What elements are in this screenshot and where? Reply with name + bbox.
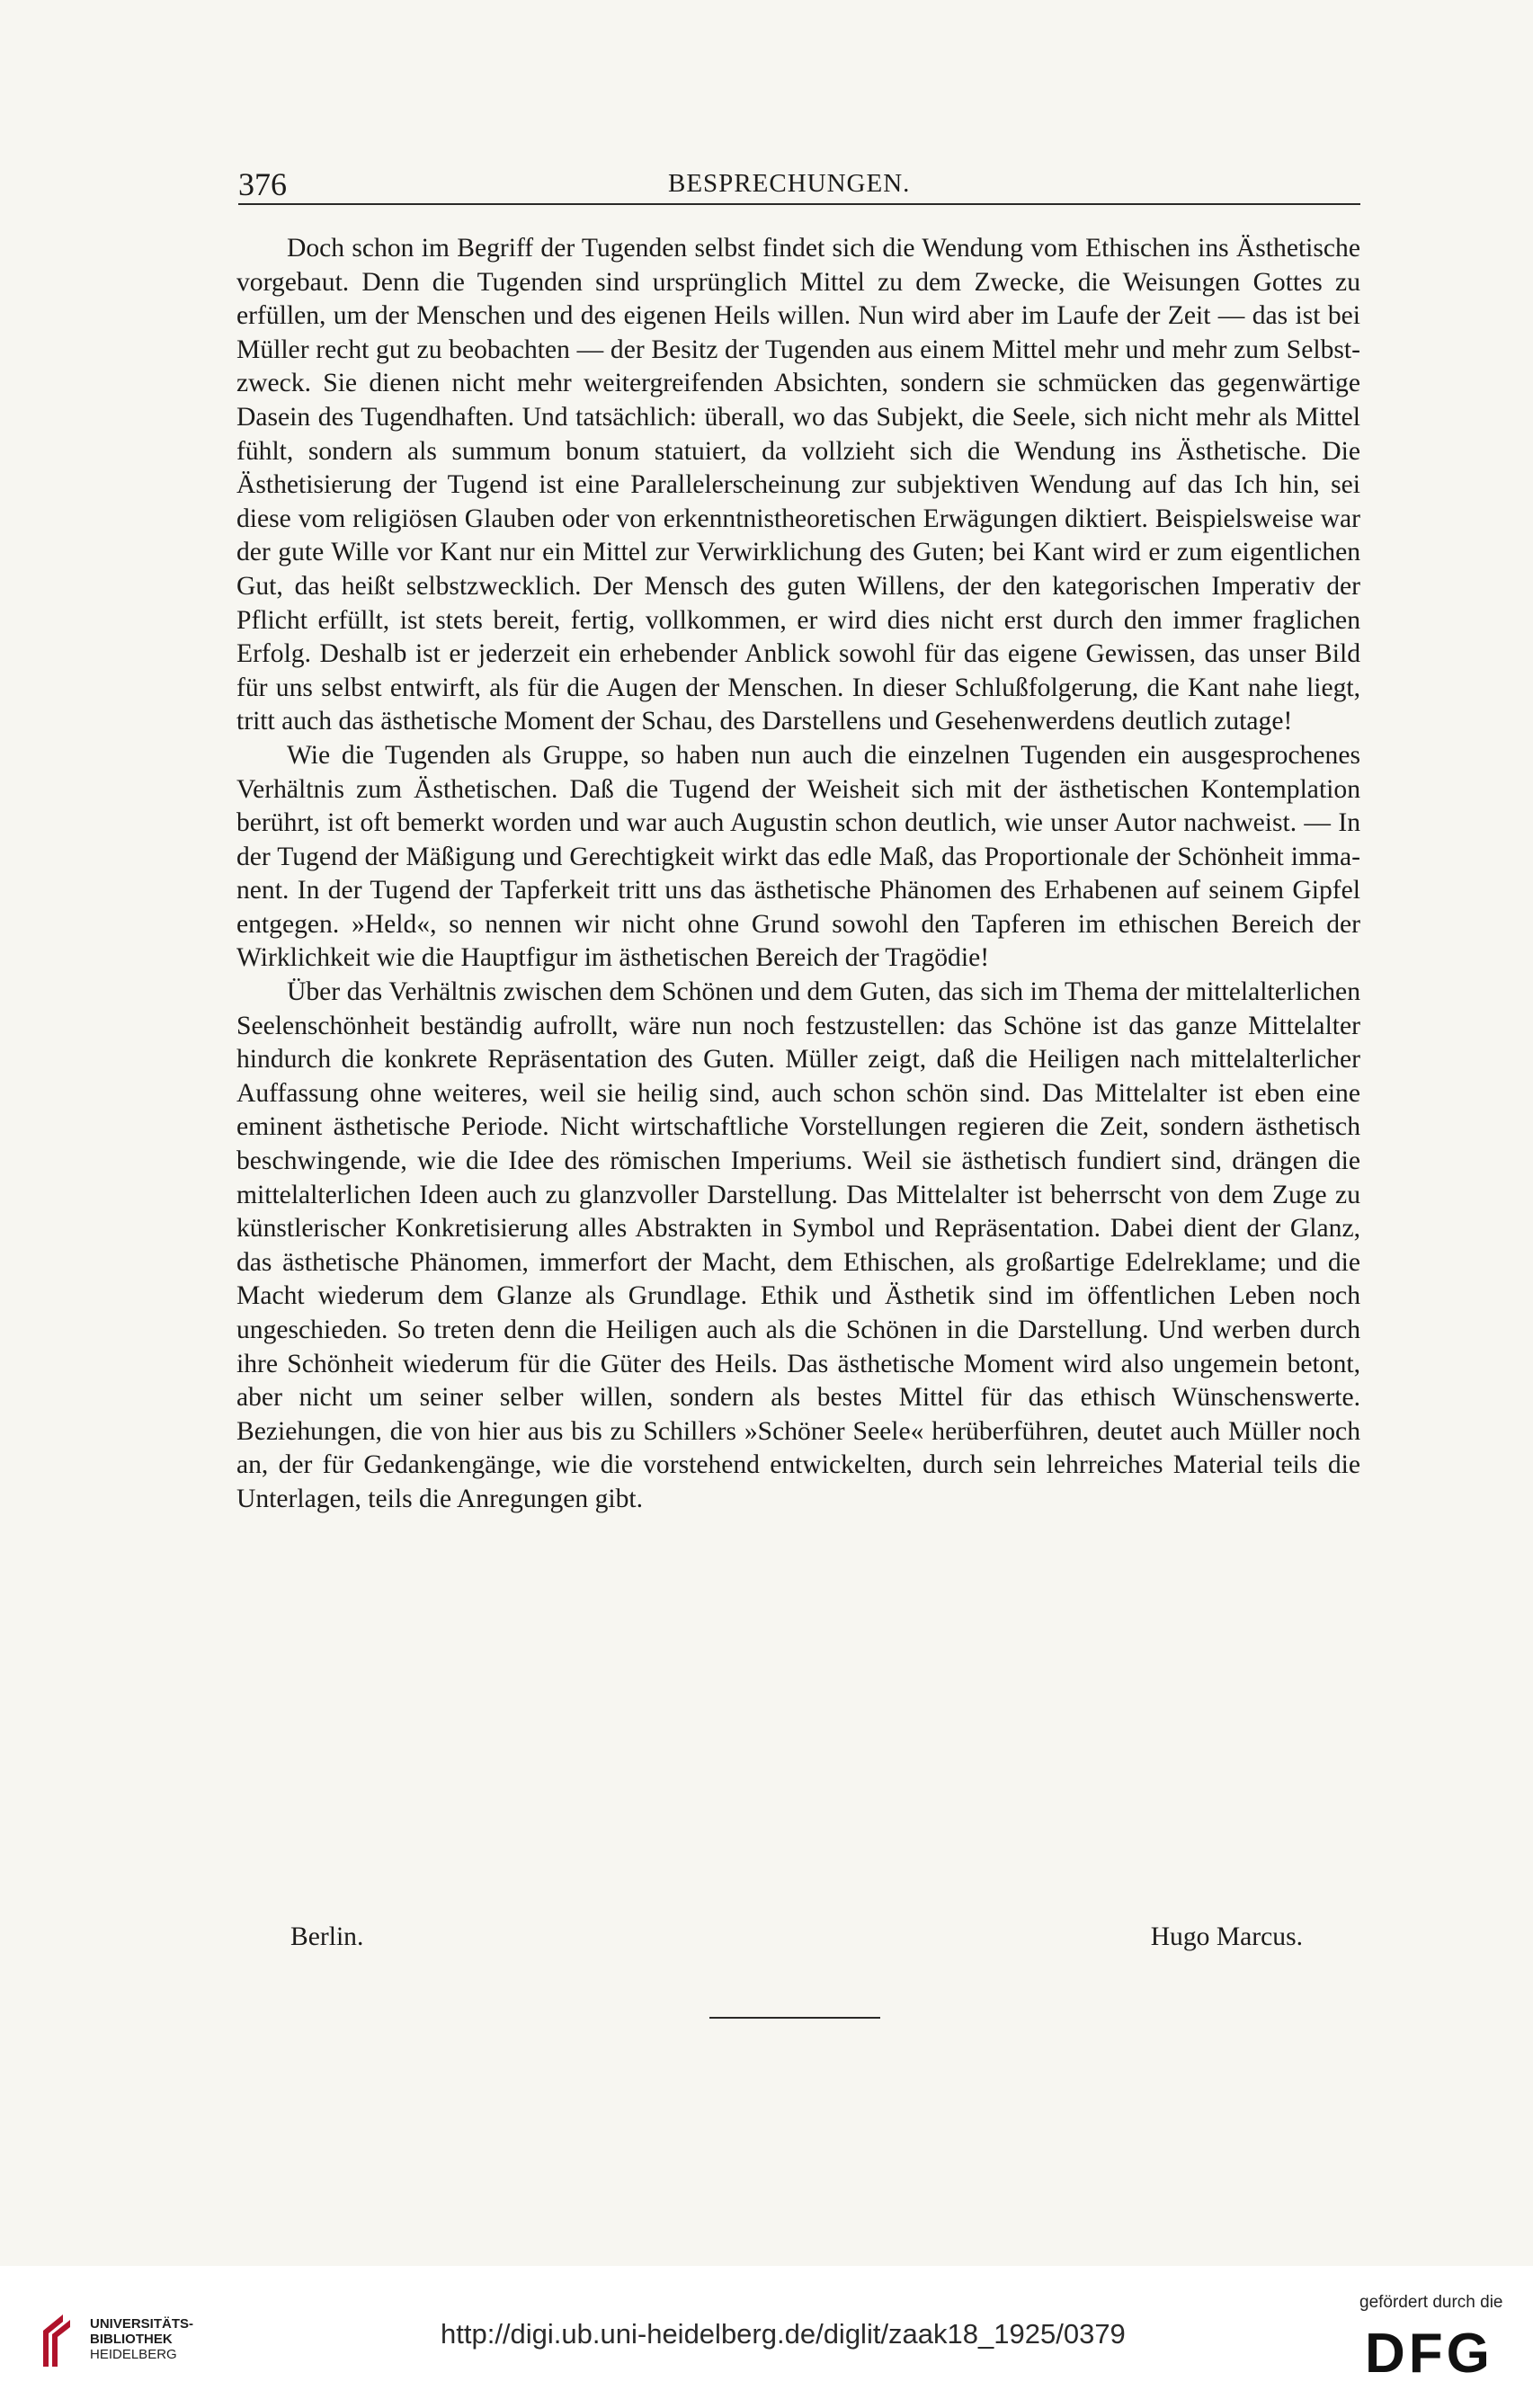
page-header [238, 162, 1360, 205]
digitization-footer [0, 2266, 1533, 2408]
end-rule-divider [709, 2017, 880, 2019]
signature-place: Berlin. [290, 1922, 364, 1951]
ub-heidelberg-logo-icon [36, 2311, 76, 2370]
page-number: 376 [238, 166, 287, 202]
library-name [90, 2316, 193, 2362]
body-text [236, 232, 1360, 1517]
dfg-logo: DFG [1365, 2323, 1493, 2385]
library-name-line: UNIVERSITÄTS- [90, 2316, 194, 2332]
running-head: BESPRECHUNGEN. [668, 169, 911, 198]
library-name-line: BIBLIOTHEK [90, 2332, 173, 2347]
signature-line [236, 1922, 1360, 1958]
library-name-line: HEIDELBERG [90, 2347, 177, 2362]
paragraph: Wie die Tugenden als Gruppe, so haben nun auch die einzelnen Tugenden ein ausgesprochenes Verhältnis zum Ästhetischen. Daß die Tugend der Weisheit sich mit der ästhetischen Kontemplation berührt, ist oft bemerkt worden und war auch Augustin schon deutlich, wie unser Autor nachweist. — In der Tugend der Mäßigung und Gerechtigkeit wirkt das edle Maß, das Proportionale der Schönheit immanent. In der Tugend der Tapferkeit tritt uns das ästhetische Phänomen des Erhabenen auf seinem Gipfel entgegen. »Held«, so nennen wir nicht ohne Grund sowohl den Tapferen im ethischen Bereich der Wirklichkeit wie die Hauptfigur im ästhetischen Bereich der Tragödie! [236, 740, 1360, 973]
paragraph: Doch schon im Begriff der Tugenden selbst findet sich die Wendung vom Ethischen ins Ästhetische vorgebaut. Denn die Tugenden sind ursprünglich Mittel zu dem Zwecke, die Weisungen Gottes zu erfüllen, um der Menschen und des eigenen Heils willen. Nun wird aber im Laufe der Zeit — das ist bei Müller recht gut zu beobachten — der Besitz der Tugenden aus einem Mittel mehr und mehr zum Selbstzweck. Sie dienen nicht mehr weitergreifenden Absichten, sondern sie schmücken das gegenwärtige Dasein des Tugendhaften. Und tatsächlich: überall, wo das Subjekt, die Seele, sich nicht mehr als Mittel fühlt, sondern als summum bonum statuiert, da vollzieht sich die Wendung ins Ästhetische. Die Ästhetisierung der Tugend ist eine Parallelerscheinung zur subjektiven Wendung auf das Ich hin, sei diese vom religiösen Glauben oder von erkenntnistheoretischen Erwägungen diktiert. Beispielsweise war der gute Wille vor Kant nur ein Mittel zur Verwirklichung des Guten; bei Kant wird er zum eigentlichen Gut, das heißt selbstzwecklich. Der Mensch des guten Willens, der den kategorischen Imperativ der Pflicht erfüllt, ist stets bereit, fertig, vollkommen, er wird dies nicht erst durch den immer fraglichen Erfolg. Deshalb ist er jederzeit ein erhebender Anblick sowohl für das eigene Gewissen, das unser Bild für uns selbst entwirft, als für die Augen der Menschen. In dieser Schlußfolgerung, die Kant nahe liegt, tritt auch das ästhetische Moment der Schau, des Darstellens und Gesehenwerdens deutlich zutage! [236, 234, 1360, 736]
paragraph: Über das Verhältnis zwischen dem Schönen und dem Guten, das sich im Thema der mittelalterlichen Seelenschönheit beständig aufrollt, wäre nun noch festzustellen: das Schöne ist das ganze Mittelalter hindurch die konkrete Repräsentation des Guten. Müller zeigt, daß die Heiligen nach mittelalterlicher Auffassung ohne weiteres, weil sie heilig sind, auch schon schön sind. Das Mittelalter ist eben eine eminent ästhetische Periode. Nicht wirtschaftliche Vorstellungen regieren die Zeit, sondern ästhetisch beschwingende, wie die Idee des römischen Imperiums. Weil sie ästhetisch fundiert sind, drängen die mittelalterlichen Ideen auch zu glanzvoller Darstellung. Das Mittelalter ist beherrscht von dem Zuge zu künstlerischer Konkretisierung alles Abstrakten in Symbol und Repräsentation. Dabei dient der Glanz, das ästhetische Phänomen, immerfort der Macht, dem Ethischen, als großartige Edelreklame; und die Macht wiederum dem Glanze als Grundlage. Ethik und Ästhetik sind im öffentlichen Leben noch ungeschieden. So treten denn die Heiligen auch als die Schönen in die Darstellung. Und werben durch ihre Schönheit wiederum für die Güter des Heils. Das ästhetische Moment wird also ungemein betont, aber nicht um seiner selber willen, sondern als bestes Mittel für das ethisch Wünschenswerte. Beziehungen, die von hier aus bis zu Schillers »Schöner Seele« herüberführen, deutet auch Müller noch an, der für Gedankengänge, wie die vorstehend entwickelten, durch sein lehrreiches Material teils die Unterlagen, teils die Anregungen gibt. [236, 977, 1360, 1513]
permalink-url[interactable]: http://digi.ub.uni-heidelberg.de/diglit/zaak18_1925/0379 [441, 2318, 1126, 2350]
signature-author: Hugo Marcus. [1150, 1922, 1303, 1951]
funding-label: gefördert durch die [1359, 2293, 1503, 2312]
